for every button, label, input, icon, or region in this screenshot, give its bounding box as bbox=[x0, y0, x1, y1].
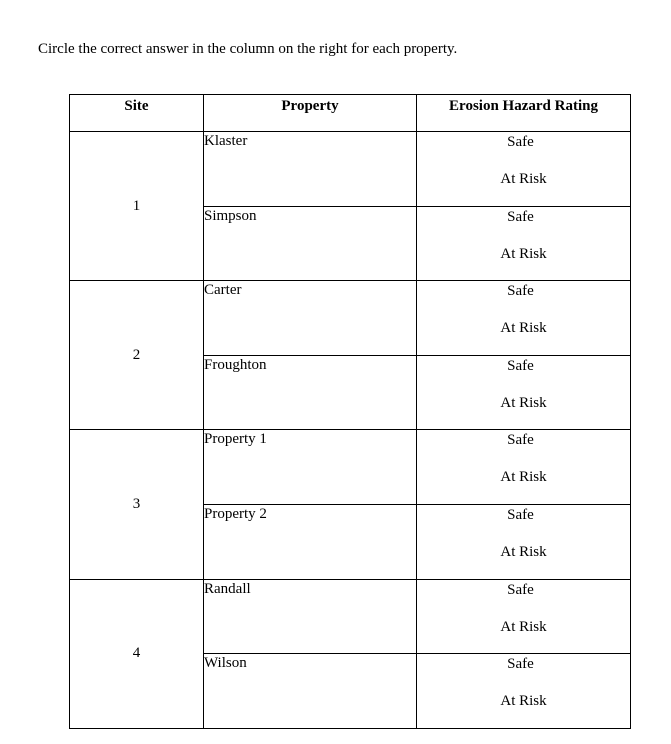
at-risk-option[interactable]: At Risk bbox=[500, 543, 547, 560]
table-row bbox=[70, 579, 631, 654]
safe-option[interactable]: Safe bbox=[507, 134, 534, 150]
rating-cell bbox=[417, 504, 631, 579]
site-column-header: Site bbox=[70, 95, 204, 132]
site-cell: 2 bbox=[70, 281, 204, 430]
property-cell: Wilson bbox=[204, 654, 417, 729]
rating-cell bbox=[417, 281, 631, 356]
at-risk-option[interactable]: At Risk bbox=[500, 618, 547, 635]
rating-cell bbox=[417, 430, 631, 505]
erosion-hazard-table bbox=[69, 94, 631, 729]
rating-cell bbox=[417, 355, 631, 430]
safe-option[interactable]: Safe bbox=[507, 506, 534, 523]
safe-option[interactable]: Safe bbox=[507, 656, 534, 673]
property-cell: Property 2 bbox=[204, 504, 417, 579]
table-row bbox=[70, 132, 631, 207]
safe-option[interactable]: Safe bbox=[507, 581, 534, 598]
rating-column-header: Erosion Hazard Rating bbox=[417, 95, 631, 132]
property-cell: Froughton bbox=[204, 355, 417, 430]
site-cell: 4 bbox=[70, 579, 204, 728]
at-risk-option[interactable]: At Risk bbox=[500, 394, 547, 411]
site-cell: 1 bbox=[70, 132, 204, 281]
property-cell: Randall bbox=[204, 579, 417, 654]
table-row bbox=[70, 430, 631, 505]
rating-cell bbox=[417, 206, 631, 281]
instruction-text: Circle the correct answer in the column on the right for each property. bbox=[38, 41, 458, 57]
safe-option[interactable]: Safe bbox=[507, 432, 534, 449]
at-risk-option[interactable]: At Risk bbox=[500, 693, 547, 710]
safe-option[interactable]: Safe bbox=[507, 357, 534, 374]
property-cell: Property 1 bbox=[204, 430, 417, 505]
at-risk-option[interactable]: At Risk bbox=[500, 171, 547, 187]
rating-cell bbox=[417, 132, 631, 207]
property-cell: Simpson bbox=[204, 206, 417, 281]
table-header-row bbox=[70, 95, 631, 132]
property-cell: Carter bbox=[204, 281, 417, 356]
property-cell: Klaster bbox=[204, 132, 417, 207]
table-row bbox=[70, 281, 631, 356]
rating-cell bbox=[417, 579, 631, 654]
at-risk-option[interactable]: At Risk bbox=[500, 320, 547, 337]
safe-option[interactable]: Safe bbox=[507, 283, 534, 300]
property-column-header: Property bbox=[204, 95, 417, 132]
rating-cell bbox=[417, 654, 631, 729]
at-risk-option[interactable]: At Risk bbox=[500, 245, 547, 262]
safe-option[interactable]: Safe bbox=[507, 208, 534, 225]
site-cell: 3 bbox=[70, 430, 204, 579]
at-risk-option[interactable]: At Risk bbox=[500, 469, 547, 486]
